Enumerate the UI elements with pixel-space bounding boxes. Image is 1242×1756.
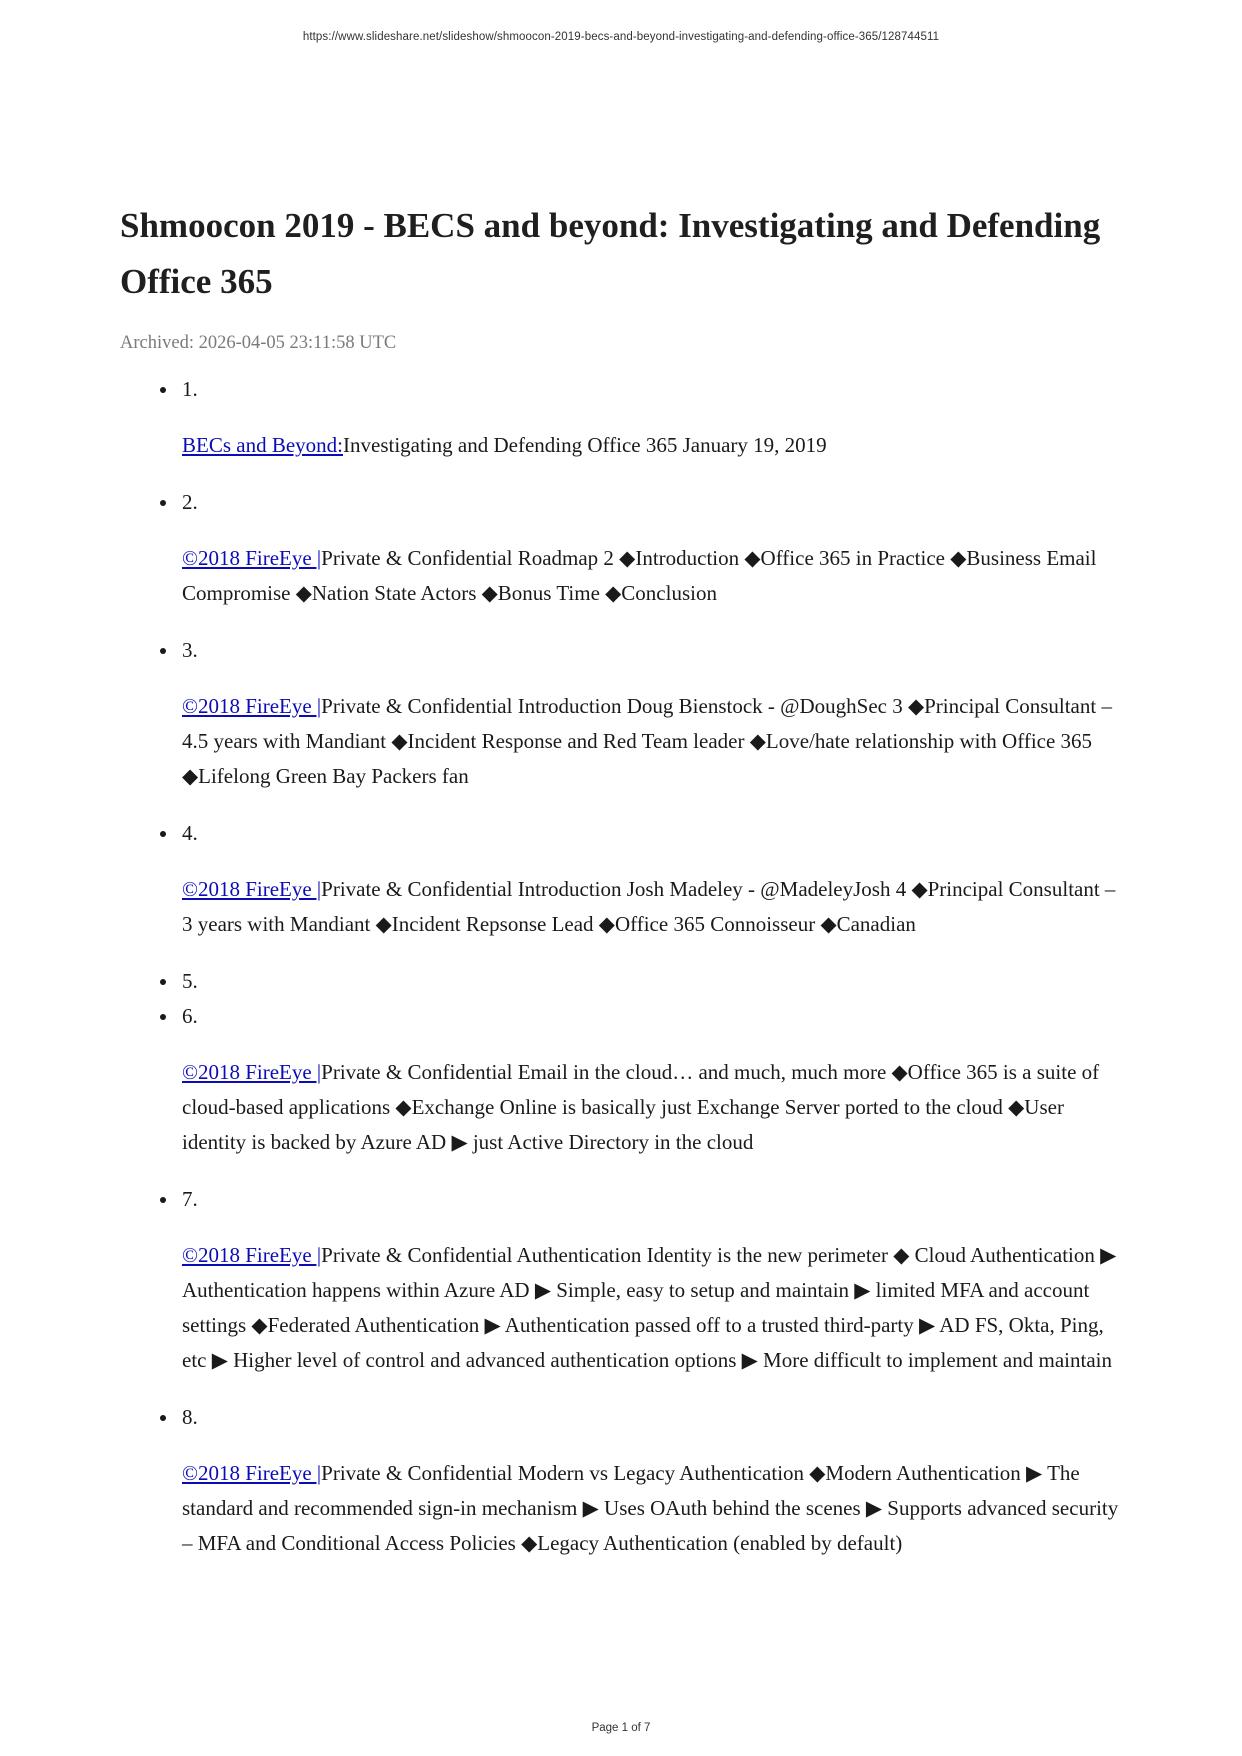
document-body	[120, 198, 1130, 1583]
list-item	[182, 485, 1130, 611]
slide-text	[182, 1456, 1130, 1561]
slide-link[interactable]: ©2018 FireEye |	[182, 1060, 322, 1084]
page-title: Shmoocon 2019 - BECS and beyond: Investigating and Defending Office 365	[120, 206, 1101, 301]
slide-number: 8.	[182, 1405, 198, 1429]
slide-number: 6.	[182, 1004, 198, 1028]
slide-body: Private & Confidential Modern vs Legacy Authentication ◆Modern Authentication ▶ The standard and recommended sign-in mechanism ▶ Uses OAuth behind the scenes ▶ Supports advanced security – MFA and Conditional Access Policies ◆Legacy Authentication (enabled by default)	[182, 1461, 1119, 1555]
slide-number: 3.	[182, 638, 198, 662]
bullet-icon	[160, 648, 166, 654]
bullet-icon	[160, 1014, 166, 1020]
slide-link[interactable]: ©2018 FireEye |	[182, 694, 322, 718]
list-item	[182, 999, 1130, 1160]
slide-body: Private & Confidential Authentication Identity is the new perimeter ◆ Cloud Authentication ▶ Authentication happens within Azure AD ▶ Simple, easy to setup and maintain ▶ limited MFA and account settings ◆Federated Authentication ▶ Authentication passed off to a trusted third-party ▶ AD FS, Okta, Ping, etc ▶ Higher level of control and advanced authentication options ▶ More difficult to implement and maintain	[182, 1243, 1117, 1372]
slide-link[interactable]: ©2018 FireEye |	[182, 1243, 322, 1267]
slide-link[interactable]: ©2018 FireEye |	[182, 546, 322, 570]
list-item	[182, 372, 1130, 463]
slide-body: Private & Confidential Email in the cloud… and much, much more ◆Office 365 is a suite of cloud-based applications ◆Exchange Online is basically just Exchange Server ported to the cloud ◆User identity is backed by Azure AD ▶ just Active Directory in the cloud	[182, 1060, 1100, 1154]
slide-text	[182, 541, 1130, 611]
list-item	[182, 816, 1130, 942]
slide-body: Private & Confidential Roadmap 2 ◆Introduction ◆Office 365 in Practice ◆Business Email Compromise ◆Nation State Actors ◆Bonus Time ◆Conclusion	[182, 546, 1097, 605]
slide-text	[182, 1238, 1130, 1378]
bullet-icon	[160, 979, 166, 985]
slide-body: Private & Confidential Introduction Doug Bienstock - @DoughSec 3 ◆Principal Consultant – 4.5 years with Mandiant ◆Incident Response and Red Team leader ◆Love/hate relationship with Office 365 ◆Lifelong Green Bay Packers fan	[182, 694, 1112, 788]
slide-text	[182, 872, 1130, 942]
bullet-icon	[160, 500, 166, 506]
slide-link[interactable]: BECs and Beyond:	[182, 433, 343, 457]
slide-number: 4.	[182, 821, 198, 845]
slide-number: 5.	[182, 969, 198, 993]
slide-number: 1.	[182, 377, 198, 401]
bullet-icon	[160, 1197, 166, 1203]
slide-link[interactable]: ©2018 FireEye |	[182, 877, 322, 901]
slide-body: Private & Confidential Introduction Josh Madeley - @MadeleyJosh 4 ◆Principal Consultant – 3 years with Mandiant ◆Incident Repsonse Lead ◆Office 365 Connoisseur ◆Canadian	[182, 877, 1116, 936]
slide-text	[182, 689, 1130, 794]
slide-number: 2.	[182, 490, 198, 514]
slide-link[interactable]: ©2018 FireEye |	[182, 1461, 322, 1485]
list-item	[182, 633, 1130, 794]
source-url: https://www.slideshare.net/slideshow/shmoocon-2019-becs-and-beyond-investigating-and-defending-office-365/128744511	[302, 31, 940, 43]
slide-number: 7.	[182, 1187, 198, 1211]
slide-list	[120, 372, 1130, 1561]
bullet-icon	[160, 831, 166, 837]
bullet-icon	[160, 1415, 166, 1421]
page-footer: Page 1 of 7	[591, 1722, 651, 1734]
slide-text	[182, 428, 1130, 463]
archived-timestamp: Archived: 2026-04-05 23:11:58 UTC	[120, 333, 397, 353]
list-item	[182, 1400, 1130, 1561]
list-item	[182, 964, 1130, 999]
slide-text	[182, 1055, 1130, 1160]
list-item	[182, 1182, 1130, 1378]
slide-body: Investigating and Defending Office 365 January 19, 2019	[343, 433, 827, 457]
bullet-icon	[160, 387, 166, 393]
